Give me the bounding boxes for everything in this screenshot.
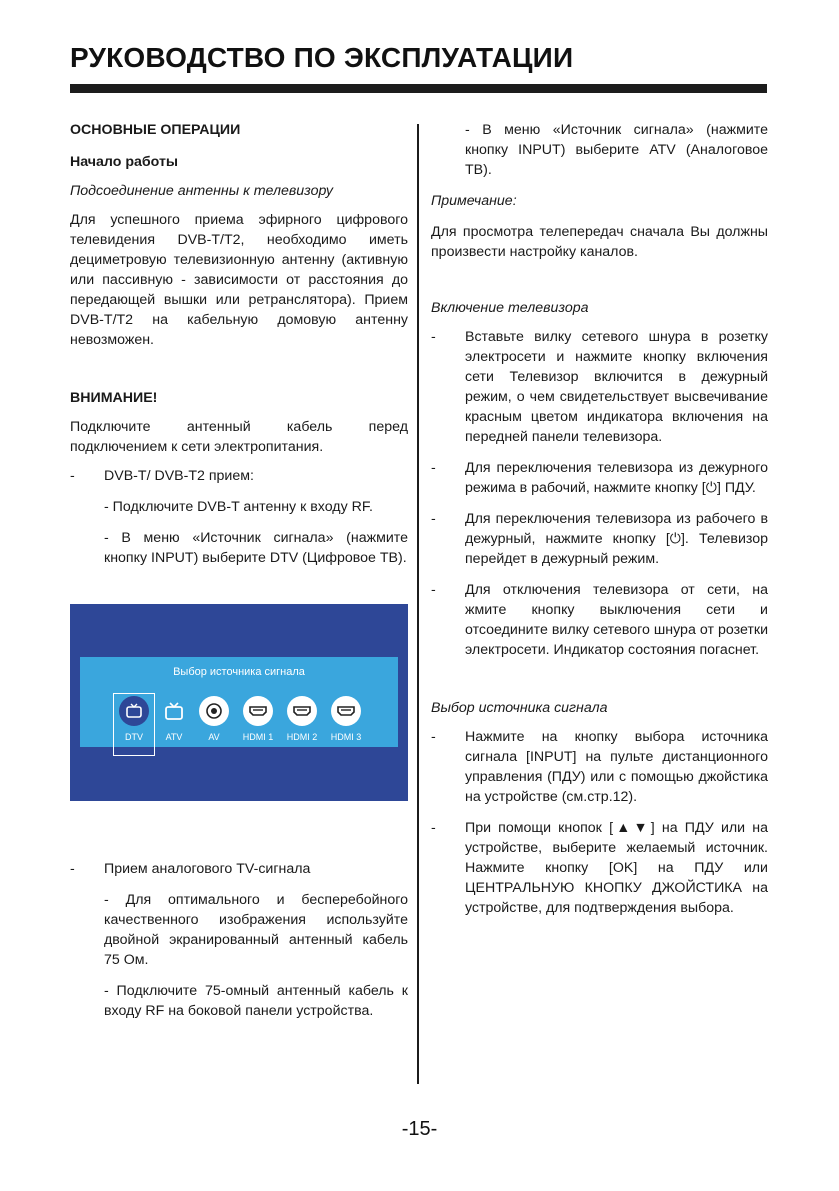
dvb-item: DVB-T/ DVB-T2 прием: — [104, 468, 254, 484]
dash-bullet: - — [431, 329, 436, 345]
antenna-text: Для успешного приема эфирного цифрового телевидения DVB-T/T2, необходимо иметь дециметровую телевизионную антенну (активную или пассивную - зависимости от расстояния до передающей вышки или ретранслятора). Прием DVB-T/T2 на кабельную домовую антенну невозможен. — [70, 212, 408, 348]
title-rule — [70, 84, 767, 93]
note-text: Для просмотра телепередач сначала Вы должны произвести настройку каналов. — [431, 224, 768, 260]
warning-text: Подключите антенный кабель перед подключением к сети электропитания. — [70, 419, 408, 455]
hdmi-icon — [243, 696, 273, 726]
source-hdmi2[interactable]: HDMI 2 — [282, 696, 322, 752]
list-item: - Вставьте вилку сетевого шнура в розетку электросети и нажмите кнопку включения сети Телевизор включится в дежурный режим, о чем свидетельствует высвечивание красным цветом индикатора включения на передней панели телевизора. — [431, 329, 768, 445]
dash-bullet: - — [431, 820, 436, 836]
source-hdmi3[interactable]: HDMI 3 — [326, 696, 366, 752]
av-icon — [199, 696, 229, 726]
list-item: - Для отключения телевизора от сети, на жмите кнопку выключения сети и отсоедините вилку сетевого шнура от розетки электросети. Индикатор состояния погаснет. — [431, 582, 768, 658]
list-item: - Нажмите на кнопку выбора источника сигнала [INPUT] на пульте дистанционного управления (ПДУ) или с помощью джойстика на устройстве (см.стр.12). — [431, 729, 768, 805]
tv-icon — [119, 696, 149, 726]
dvb-sub1: - Подключите DVB-T антенну к входу RF. — [104, 499, 373, 515]
tv-antenna-icon — [159, 696, 189, 726]
right-column — [431, 120, 768, 918]
source-heading: Выбор источника сигнала — [431, 700, 608, 716]
page-number: -15- — [401, 1118, 438, 1140]
list-item: - При помощи кнопок [▲▼] на ПДУ или на устройстве, выберите желаемый источник. Нажмите кнопку [OK] на ПДУ или ЦЕНТРАЛЬНУЮ КНОПКУ ДЖОЙСТИКА на устройстве, для подтверждения выбора. — [431, 820, 768, 916]
section-title: ОСНОВНЫЕ ОПЕРАЦИИ — [70, 122, 241, 138]
analog-sub1: - Для оптимального и бесперебойного качественного изображения используйте двойной экранированный антенный кабель 75 Ом. — [104, 892, 408, 968]
dash-bullet: - — [431, 582, 436, 598]
subsection-title: Начало работы — [70, 154, 179, 170]
hdmi-icon — [331, 696, 361, 726]
list-item — [70, 466, 408, 486]
source-menu-title: Выбор источника сигнала — [173, 666, 305, 678]
source-bar — [80, 657, 398, 747]
source-av[interactable]: AV — [194, 696, 234, 752]
dash-bullet: - — [70, 861, 75, 877]
list-item: - Для переключения телевизора из рабочего в дежурный, нажмите кнопку [⏻]. Телевизор перейдет в дежурный режим. — [431, 511, 768, 567]
column-divider — [417, 124, 419, 1084]
power-heading: Включение телевизора — [431, 300, 589, 316]
left-column — [70, 120, 408, 1021]
hdmi-icon — [287, 696, 317, 726]
list-item: - Для переключения телевизора из дежурного режима в рабочий, нажмите кнопку [⏻] ПДУ. — [431, 460, 768, 496]
list-item — [70, 859, 408, 879]
note-heading: Примечание: — [431, 193, 517, 209]
dash-bullet: - — [431, 729, 436, 745]
source-hdmi1[interactable]: HDMI 1 — [238, 696, 278, 752]
analog-sub2: - Подключите 75-омный антенный кабель к входу RF на боковой панели устройства. — [104, 983, 408, 1019]
analog-item: Прием аналогового TV-сигнала — [104, 861, 311, 877]
dvb-sub2: - В меню «Источник сигнала» (нажмите кнопку INPUT) выберите DTV (Цифровое ТВ). — [104, 530, 408, 566]
atv-text: - В меню «Источник сигнала» (нажмите кнопку INPUT) выберите ATV (Аналоговое ТВ). — [465, 122, 768, 178]
source-dtv[interactable]: DTV — [114, 696, 154, 752]
dash-bullet: - — [431, 460, 436, 476]
tv-source-menu — [70, 604, 408, 801]
page-title: РУКОВОДСТВО ПО ЭКСПЛУАТАЦИИ — [70, 42, 574, 73]
dash-bullet: - — [70, 468, 75, 484]
antenna-heading: Подсоединение антенны к телевизору — [70, 183, 333, 199]
dash-bullet: - — [431, 511, 436, 527]
warning-title: ВНИМАНИЕ! — [70, 390, 158, 406]
source-atv[interactable]: ATV — [154, 696, 194, 752]
